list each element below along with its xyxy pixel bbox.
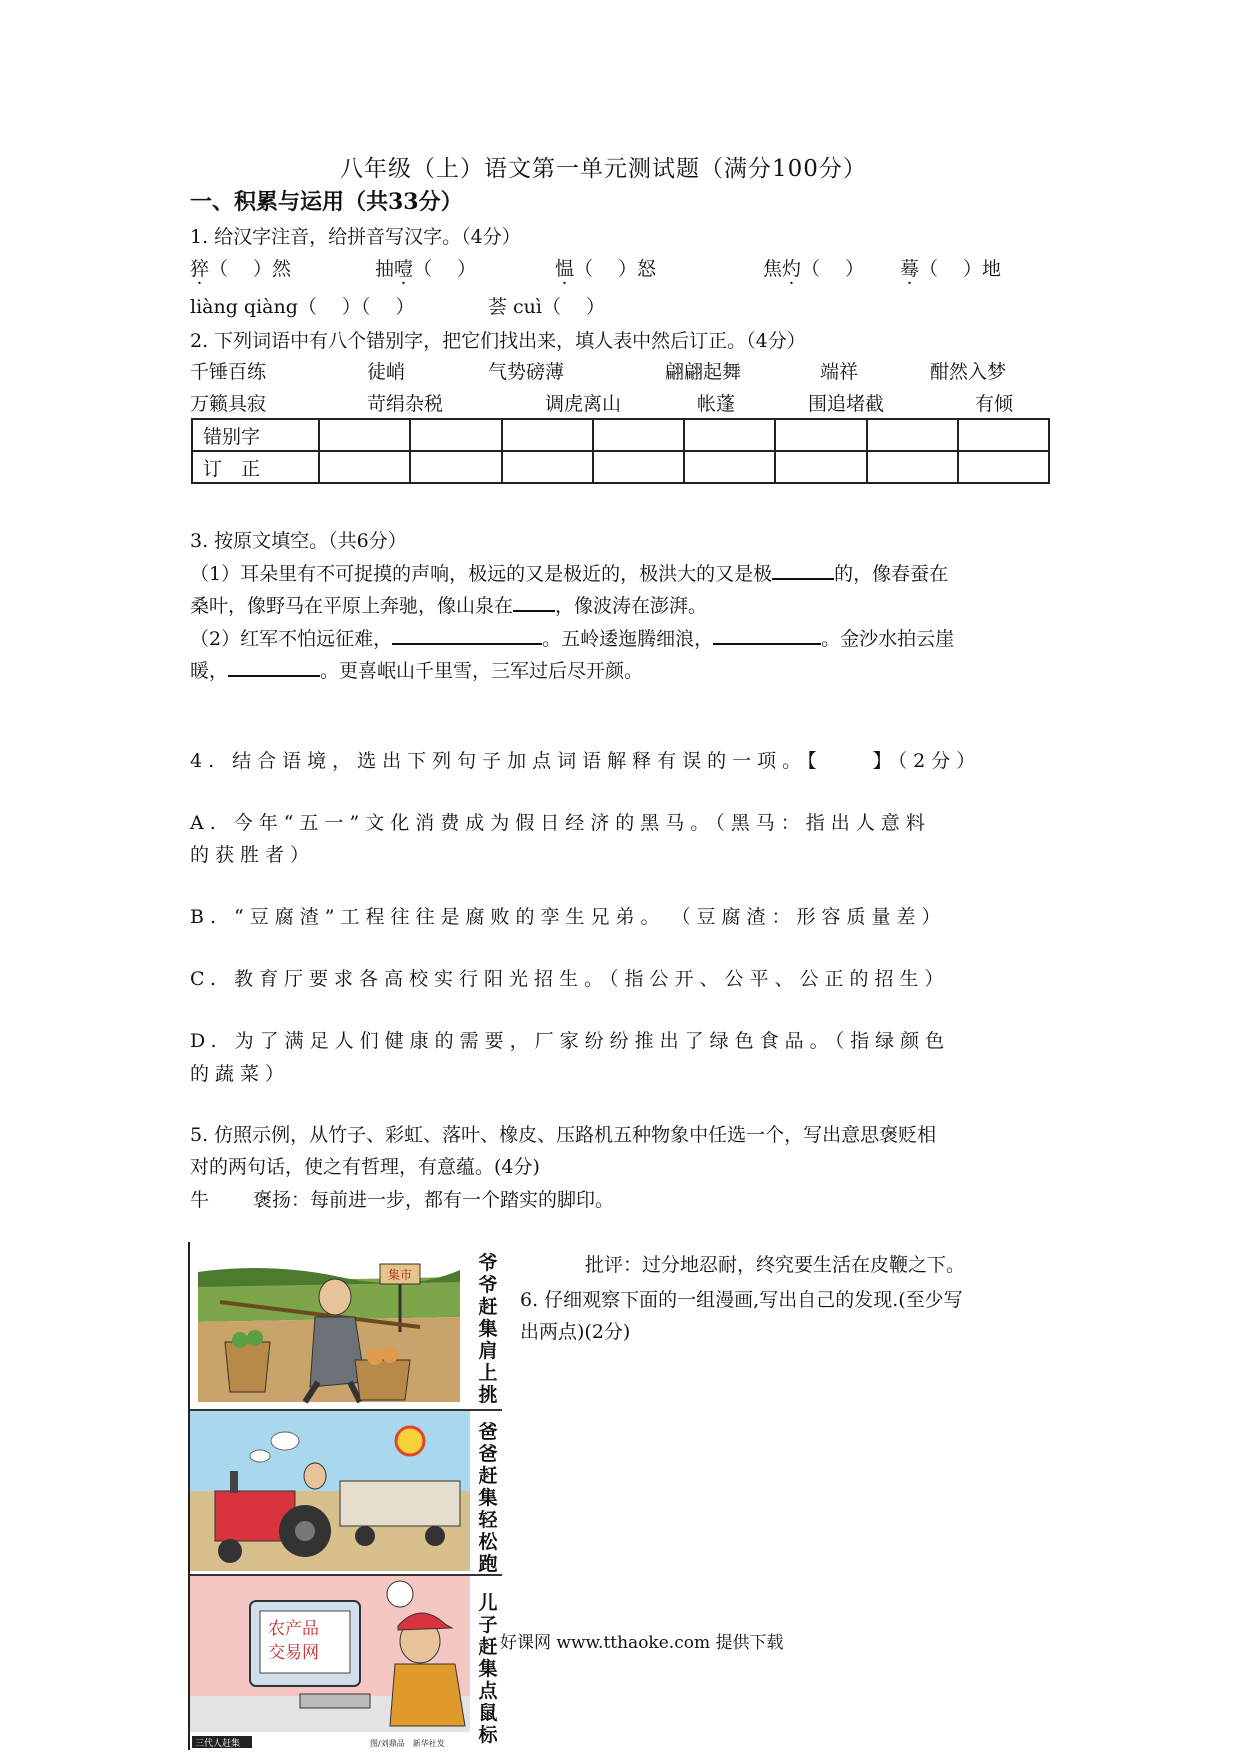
comic-title: 三代人赶集 [195, 1739, 241, 1749]
q1-stem: 1. 给汉字注音，给拼音写汉字。（4分） [190, 226, 521, 248]
q1-item: 猝（ ）然 [190, 258, 292, 280]
q1-item: 抽噎（ ） [375, 258, 477, 280]
answer-cell[interactable] [410, 419, 501, 451]
q2-word: 万籁具寂 [190, 393, 267, 415]
q1-item: 蓦（ ）地 [900, 258, 1002, 280]
q2-word: 端祥 [820, 361, 859, 383]
q2-stem: 2. 下列词语中有八个错别字，把它们找出来，填人表中然后订正。（4分） [190, 330, 806, 352]
q4-option-d: D. 为了满足人们健康的需要，厂家纷纷推出了绿色食品。（指绿颜色 [190, 1030, 951, 1052]
answer-cell[interactable] [684, 419, 775, 451]
answer-cell[interactable] [410, 451, 501, 483]
q2-word: 苛绢杂税 [367, 393, 444, 415]
panel-caption: 爷爷赶集肩上挑 [478, 1252, 498, 1406]
q5-example-word: 牛 [190, 1189, 210, 1211]
screen-text: 交易网 [268, 1643, 319, 1663]
table-header: 错别字 [192, 419, 319, 451]
answer-cell[interactable] [958, 451, 1049, 483]
q4-option-a: 的获胜者） [190, 844, 316, 866]
q2-word: 调虎离山 [545, 393, 622, 415]
q1-pinyin: liàng qiàng（ ）（ ） [190, 296, 415, 318]
q4-option-b: B. “豆腐渣”工程往往是腐败的孪生兄弟。 （豆腐渣：形容质量差） [190, 906, 947, 928]
market-sign: 集市 [388, 1268, 413, 1282]
answer-cell[interactable] [319, 451, 410, 483]
comic-credit: 图/刘鼎品 新华社发 [370, 1739, 445, 1748]
screen-text: 农产品 [268, 1619, 319, 1639]
fill-blank[interactable] [513, 592, 555, 612]
q4-stem: 4. 结合语境，选出下列句子加点词语解释有误的一项。【 】（2分） [190, 750, 982, 772]
comic-panel-son [190, 1576, 502, 1750]
panel-caption: 儿子赶集点鼠标 [478, 1592, 498, 1746]
panel-caption: 爸爸赶集轻松跑 [478, 1421, 498, 1575]
father-illustration [190, 1411, 470, 1571]
q1-item: 焦灼（ ） [763, 258, 865, 280]
answer-cell[interactable] [775, 451, 866, 483]
q2-word: 千锤百练 [190, 361, 267, 383]
comic-panel-grandfather [190, 1242, 502, 1411]
fill-blank[interactable] [772, 560, 834, 580]
q3-line: 暖， 。更喜岷山千里雪，三军过后尽开颜。 [190, 656, 643, 683]
correction-table [191, 418, 1050, 484]
fill-blank[interactable] [392, 625, 542, 645]
q2-word: 气势磅薄 [488, 361, 565, 383]
q5-stem: 5. 仿照示例，从竹子、彩虹、落叶、橡皮、压路机五种物象中任选一个，写出意思褒贬相 [190, 1124, 937, 1146]
q6-stem: 6. 仔细观察下面的一组漫画,写出自己的发现.(至少写 [520, 1289, 963, 1311]
q3-line: （1）耳朵里有不可捉摸的声响，极远的又是极近的，极洪大的又是极 的，像春蚕在 [190, 559, 948, 586]
answer-cell[interactable] [593, 419, 684, 451]
answer-cell[interactable] [684, 451, 775, 483]
section-heading: 一、积累与运用（共33分） [190, 189, 463, 215]
table-header: 订 正 [192, 451, 319, 483]
grandfather-illustration [190, 1242, 470, 1407]
q2-word: 徒峭 [367, 361, 406, 383]
q5-praise: 褒扬：每前进一步，都有一个踏实的脚印。 [253, 1189, 615, 1211]
q4-option-a: A. 今年“五一”文化消费成为假日经济的黑马。（黑马：指出人意料 [190, 812, 931, 834]
fill-blank[interactable] [713, 625, 821, 645]
q3-line: （2）红军不怕远征难， 。五岭逶迤腾细浪， 。金沙水拍云崖 [190, 624, 954, 651]
son-illustration [190, 1576, 470, 1750]
table-row [192, 451, 1049, 483]
q3-stem: 3. 按原文填空。（共6分） [190, 530, 407, 552]
answer-cell[interactable] [593, 451, 684, 483]
q5-criticism: 批评：过分地忍耐，终究要生活在皮鞭之下。 [585, 1254, 966, 1276]
q2-word: 有倾 [975, 393, 1014, 415]
fill-blank[interactable] [228, 657, 320, 677]
q1-pinyin: 荟 cuì（ ） [488, 296, 606, 318]
table-row [192, 419, 1049, 451]
q1-item: 愠（ ）怒 [555, 258, 657, 280]
answer-cell[interactable] [775, 419, 866, 451]
q4-option-c: C. 教育厅要求各高校实行阳光招生。（指公开、公平、公正的招生） [190, 968, 950, 990]
answer-cell[interactable] [867, 451, 958, 483]
q2-word: 翩翩起舞 [665, 361, 742, 383]
comic-strip [188, 1242, 502, 1750]
q6-stem: 出两点)(2分) [520, 1321, 631, 1343]
answer-cell[interactable] [319, 419, 410, 451]
q5-stem: 对的两句话，使之有哲理，有意蕴。(4分) [190, 1156, 540, 1178]
q2-word: 围追堵截 [808, 393, 885, 415]
q2-word: 酣然入梦 [930, 361, 1007, 383]
answer-cell[interactable] [502, 419, 593, 451]
page-title: 八年级（上）语文第一单元测试题（满分100分） [340, 156, 867, 182]
answer-cell[interactable] [958, 419, 1049, 451]
q3-line: 桑叶，像野马在平原上奔驰，像山泉在 ，像波涛在澎湃。 [190, 591, 707, 618]
answer-cell[interactable] [502, 451, 593, 483]
comic-panel-father [190, 1411, 502, 1576]
answer-cell[interactable] [867, 419, 958, 451]
q2-word: 帐蓬 [697, 393, 736, 415]
footer-source: 好课网 www.tthaoke.com 提供下载 [500, 1633, 784, 1653]
q4-option-d: 的蔬菜） [190, 1063, 291, 1085]
